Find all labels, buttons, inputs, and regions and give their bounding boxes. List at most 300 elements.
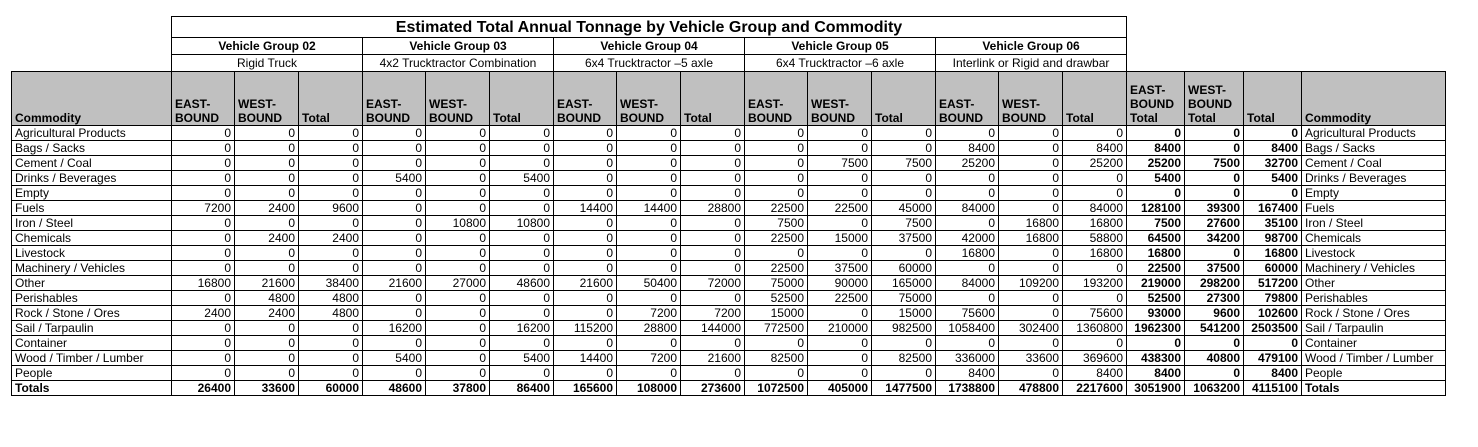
grand-total-cell: 60000 <box>1244 261 1302 276</box>
east-total-cell: 5400 <box>1127 171 1185 186</box>
west-value-cell: 28800 <box>617 321 681 336</box>
east-value-cell: 16200 <box>363 321 426 336</box>
grand-total-cell: 8400 <box>1244 141 1302 156</box>
east-value-cell: 21600 <box>363 276 426 291</box>
commodity-cell: Iron / Steel <box>12 216 172 231</box>
west-value-cell: 0 <box>426 171 490 186</box>
west-value-cell: 0 <box>999 156 1063 171</box>
total-value-cell: 1477500 <box>872 381 936 396</box>
east-value-cell: 0 <box>554 126 617 141</box>
west-value-cell: 14400 <box>617 201 681 216</box>
table-row <box>12 291 1446 306</box>
west-total-cell: 39300 <box>1185 201 1244 216</box>
west-value-cell: 33600 <box>235 381 299 396</box>
west-value-cell: 16800 <box>999 216 1063 231</box>
grand-total-cell: 8400 <box>1244 366 1302 381</box>
total-value-cell: 45000 <box>872 201 936 216</box>
total-value-cell: 5400 <box>490 351 554 366</box>
west-value-cell: 0 <box>235 261 299 276</box>
west-value-cell: 478800 <box>999 381 1063 396</box>
total-value-cell: 84000 <box>1063 201 1127 216</box>
commodity-cell: Container <box>12 336 172 351</box>
total-value-cell: 0 <box>681 126 745 141</box>
east-value-cell: 0 <box>936 291 999 306</box>
table-title: Estimated Total Annual Tonnage by Vehicle Group and Commodity <box>172 17 1127 38</box>
west-value-cell: 0 <box>426 321 490 336</box>
commodity-cell: People <box>12 366 172 381</box>
header-commodity-right: Commodity <box>1302 72 1446 126</box>
west-value-cell: 16800 <box>999 231 1063 246</box>
east-value-cell: 0 <box>363 261 426 276</box>
table-row <box>12 366 1446 381</box>
west-value-cell: 0 <box>235 366 299 381</box>
east-value-cell: 165600 <box>554 381 617 396</box>
header-total: Total <box>1063 72 1127 126</box>
east-total-cell: 128100 <box>1127 201 1185 216</box>
commodity-cell: Rock / Stone / Ores <box>12 306 172 321</box>
west-total-cell: 27600 <box>1185 216 1244 231</box>
west-value-cell: 0 <box>808 366 872 381</box>
total-value-cell: 0 <box>299 351 363 366</box>
total-value-cell: 0 <box>490 336 554 351</box>
east-value-cell: 0 <box>363 336 426 351</box>
east-value-cell: 16800 <box>172 276 235 291</box>
east-value-cell: 1738800 <box>936 381 999 396</box>
group-name-06: Vehicle Group 06 <box>936 38 1127 55</box>
table-row <box>12 231 1446 246</box>
total-value-cell: 0 <box>681 336 745 351</box>
west-value-cell: 0 <box>426 231 490 246</box>
total-value-cell: 82500 <box>872 351 936 366</box>
west-value-cell: 0 <box>999 246 1063 261</box>
group-type-02: Rigid Truck <box>172 55 363 72</box>
commodity-cell: Cement / Coal <box>12 156 172 171</box>
west-value-cell: 0 <box>617 336 681 351</box>
total-value-cell: 0 <box>1063 171 1127 186</box>
east-value-cell: 15000 <box>745 306 808 321</box>
tonnage-table <box>11 16 1446 396</box>
table-row <box>12 171 1446 186</box>
total-value-cell: 0 <box>681 186 745 201</box>
commodity-cell: Perishables <box>12 291 172 306</box>
west-value-cell: 0 <box>617 291 681 306</box>
total-value-cell: 0 <box>872 186 936 201</box>
east-value-cell: 0 <box>363 201 426 216</box>
header-west: WEST-BOUND <box>617 72 681 126</box>
east-value-cell: 0 <box>172 216 235 231</box>
total-value-cell: 369600 <box>1063 351 1127 366</box>
east-value-cell: 16800 <box>936 246 999 261</box>
east-value-cell: 0 <box>936 126 999 141</box>
east-total-cell: 7500 <box>1127 216 1185 231</box>
tonnage-sheet <box>11 16 1446 396</box>
west-value-cell: 50400 <box>617 276 681 291</box>
total-value-cell: 0 <box>872 126 936 141</box>
east-value-cell: 0 <box>554 186 617 201</box>
west-value-cell: 37800 <box>426 381 490 396</box>
table-body <box>12 17 1446 396</box>
west-total-cell: 0 <box>1185 126 1244 141</box>
total-value-cell: 0 <box>872 141 936 156</box>
west-value-cell: 0 <box>808 336 872 351</box>
east-value-cell: 0 <box>363 186 426 201</box>
west-value-cell: 15000 <box>808 231 872 246</box>
header-total: Total <box>681 72 745 126</box>
table-row <box>12 246 1446 261</box>
total-value-cell: 0 <box>1063 126 1127 141</box>
east-value-cell: 52500 <box>745 291 808 306</box>
total-value-cell: 0 <box>299 186 363 201</box>
commodity-cell-right: Cement / Coal <box>1302 156 1446 171</box>
east-value-cell: 0 <box>936 336 999 351</box>
west-value-cell: 0 <box>999 126 1063 141</box>
east-value-cell: 0 <box>745 126 808 141</box>
west-value-cell: 7500 <box>808 156 872 171</box>
header-total: Total <box>490 72 554 126</box>
total-value-cell: 16800 <box>1063 246 1127 261</box>
west-value-cell: 0 <box>235 186 299 201</box>
grand-total-cell: 2503500 <box>1244 321 1302 336</box>
column-header-row <box>12 72 1446 126</box>
total-value-cell: 8400 <box>1063 366 1127 381</box>
table-row <box>12 156 1446 171</box>
total-value-cell: 0 <box>299 216 363 231</box>
total-value-cell: 0 <box>299 336 363 351</box>
east-value-cell: 5400 <box>363 351 426 366</box>
total-value-cell: 273600 <box>681 381 745 396</box>
east-value-cell: 0 <box>745 186 808 201</box>
total-value-cell: 2217600 <box>1063 381 1127 396</box>
west-value-cell: 0 <box>426 336 490 351</box>
header-east: EAST-BOUND <box>172 72 235 126</box>
commodity-cell-right: Iron / Steel <box>1302 216 1446 231</box>
east-value-cell: 0 <box>554 156 617 171</box>
grand-total-cell: 517200 <box>1244 276 1302 291</box>
total-value-cell: 75600 <box>1063 306 1127 321</box>
west-value-cell: 0 <box>426 126 490 141</box>
east-total-cell: 64500 <box>1127 231 1185 246</box>
east-value-cell: 0 <box>363 306 426 321</box>
group-type-06: Interlink or Rigid and drawbar <box>936 55 1127 72</box>
east-value-cell: 0 <box>554 231 617 246</box>
table-row <box>12 321 1446 336</box>
west-value-cell: 4800 <box>235 291 299 306</box>
east-value-cell: 22500 <box>745 201 808 216</box>
east-value-cell: 0 <box>745 156 808 171</box>
east-value-cell: 0 <box>172 291 235 306</box>
east-value-cell: 0 <box>363 156 426 171</box>
east-total-cell: 438300 <box>1127 351 1185 366</box>
commodity-cell-right: Empty <box>1302 186 1446 201</box>
east-value-cell: 0 <box>363 216 426 231</box>
east-value-cell: 26400 <box>172 381 235 396</box>
east-value-cell: 0 <box>172 261 235 276</box>
total-value-cell: 10800 <box>490 216 554 231</box>
grand-total-cell: 98700 <box>1244 231 1302 246</box>
group-name-05: Vehicle Group 05 <box>745 38 936 55</box>
west-value-cell: 0 <box>426 156 490 171</box>
total-value-cell: 0 <box>681 246 745 261</box>
west-value-cell: 21600 <box>235 276 299 291</box>
total-value-cell: 15000 <box>872 306 936 321</box>
west-value-cell: 0 <box>999 366 1063 381</box>
total-value-cell: 0 <box>681 261 745 276</box>
total-value-cell: 0 <box>299 246 363 261</box>
east-value-cell: 0 <box>745 366 808 381</box>
header-commodity: Commodity <box>12 72 172 126</box>
totals-row <box>12 381 1446 396</box>
east-value-cell: 0 <box>554 291 617 306</box>
east-value-cell: 0 <box>172 366 235 381</box>
west-total-cell: 27300 <box>1185 291 1244 306</box>
west-value-cell: 0 <box>999 186 1063 201</box>
total-value-cell: 0 <box>681 216 745 231</box>
table-row <box>12 141 1446 156</box>
west-value-cell: 7200 <box>617 306 681 321</box>
west-value-cell: 0 <box>999 261 1063 276</box>
table-row <box>12 216 1446 231</box>
header-east-total: EAST-BOUND Total <box>1127 72 1185 126</box>
east-value-cell: 0 <box>936 261 999 276</box>
total-value-cell: 0 <box>490 156 554 171</box>
total-value-cell: 0 <box>299 141 363 156</box>
east-value-cell: 7500 <box>745 216 808 231</box>
west-value-cell: 2400 <box>235 231 299 246</box>
west-value-cell: 0 <box>235 171 299 186</box>
west-value-cell: 2400 <box>235 306 299 321</box>
total-value-cell: 1360800 <box>1063 321 1127 336</box>
east-value-cell: 0 <box>172 246 235 261</box>
total-value-cell: 37500 <box>872 231 936 246</box>
west-value-cell: 33600 <box>999 351 1063 366</box>
east-total-cell: 52500 <box>1127 291 1185 306</box>
east-value-cell: 0 <box>554 246 617 261</box>
east-value-cell: 75600 <box>936 306 999 321</box>
west-value-cell: 0 <box>617 171 681 186</box>
header-east: EAST-BOUND <box>554 72 617 126</box>
total-value-cell: 9600 <box>299 201 363 216</box>
total-value-cell: 16200 <box>490 321 554 336</box>
east-total-cell: 16800 <box>1127 246 1185 261</box>
west-value-cell: 0 <box>235 126 299 141</box>
total-value-cell: 0 <box>299 171 363 186</box>
west-value-cell: 0 <box>426 306 490 321</box>
commodity-cell: Sail / Tarpaulin <box>12 321 172 336</box>
west-total-cell: 0 <box>1185 186 1244 201</box>
total-value-cell: 0 <box>490 306 554 321</box>
total-value-cell: 165000 <box>872 276 936 291</box>
group-type-03: 4x2 Trucktractor Combination <box>363 55 554 72</box>
east-total-cell: 22500 <box>1127 261 1185 276</box>
west-value-cell: 0 <box>617 216 681 231</box>
west-value-cell: 0 <box>808 306 872 321</box>
east-value-cell: 0 <box>363 366 426 381</box>
west-value-cell: 0 <box>235 156 299 171</box>
total-value-cell: 0 <box>1063 291 1127 306</box>
total-value-cell: 72000 <box>681 276 745 291</box>
west-value-cell: 405000 <box>808 381 872 396</box>
west-total-cell: 37500 <box>1185 261 1244 276</box>
total-value-cell: 0 <box>872 246 936 261</box>
east-total-cell: 0 <box>1127 126 1185 141</box>
total-value-cell: 0 <box>681 291 745 306</box>
east-value-cell: 5400 <box>363 171 426 186</box>
west-value-cell: 0 <box>808 186 872 201</box>
west-value-cell: 27000 <box>426 276 490 291</box>
total-value-cell: 0 <box>490 141 554 156</box>
west-total-cell: 0 <box>1185 246 1244 261</box>
east-total-cell: 93000 <box>1127 306 1185 321</box>
west-total-cell: 541200 <box>1185 321 1244 336</box>
east-total-cell: 8400 <box>1127 141 1185 156</box>
west-value-cell: 0 <box>999 171 1063 186</box>
east-total-cell: 0 <box>1127 186 1185 201</box>
east-value-cell: 25200 <box>936 156 999 171</box>
east-value-cell: 0 <box>936 186 999 201</box>
west-value-cell: 0 <box>808 141 872 156</box>
west-value-cell: 0 <box>426 261 490 276</box>
total-value-cell: 8400 <box>1063 141 1127 156</box>
group-name-04: Vehicle Group 04 <box>554 38 745 55</box>
total-value-cell: 0 <box>872 336 936 351</box>
total-value-cell: 4800 <box>299 306 363 321</box>
commodity-cell-right: Fuels <box>1302 201 1446 216</box>
total-value-cell: 58800 <box>1063 231 1127 246</box>
commodity-cell: Bags / Sacks <box>12 141 172 156</box>
east-total-cell: 219000 <box>1127 276 1185 291</box>
west-value-cell: 0 <box>617 126 681 141</box>
west-value-cell: 0 <box>808 246 872 261</box>
group-name-03: Vehicle Group 03 <box>363 38 554 55</box>
header-total: Total <box>299 72 363 126</box>
west-value-cell: 0 <box>617 141 681 156</box>
east-value-cell: 0 <box>172 321 235 336</box>
east-value-cell: 0 <box>554 336 617 351</box>
west-value-cell: 0 <box>999 306 1063 321</box>
total-value-cell: 0 <box>299 126 363 141</box>
east-value-cell: 0 <box>554 261 617 276</box>
total-value-cell: 4800 <box>299 291 363 306</box>
east-total-cell: 25200 <box>1127 156 1185 171</box>
total-value-cell: 0 <box>299 366 363 381</box>
table-row <box>12 201 1446 216</box>
east-value-cell: 48600 <box>363 381 426 396</box>
west-total-cell: 34200 <box>1185 231 1244 246</box>
group-type-05: 6x4 Trucktractor –6 axle <box>745 55 936 72</box>
east-total-cell: 3051900 <box>1127 381 1185 396</box>
east-value-cell: 14400 <box>554 201 617 216</box>
grand-total-cell: 167400 <box>1244 201 1302 216</box>
table-row <box>12 306 1446 321</box>
commodity-cell-right: Container <box>1302 336 1446 351</box>
commodity-cell-right: Drinks / Beverages <box>1302 171 1446 186</box>
east-value-cell: 84000 <box>936 201 999 216</box>
total-value-cell: 60000 <box>299 381 363 396</box>
total-value-cell: 5400 <box>490 171 554 186</box>
commodity-cell-right: Sail / Tarpaulin <box>1302 321 1446 336</box>
east-value-cell: 21600 <box>554 276 617 291</box>
east-value-cell: 8400 <box>936 141 999 156</box>
total-value-cell: 0 <box>490 261 554 276</box>
west-total-cell: 298200 <box>1185 276 1244 291</box>
east-value-cell: 82500 <box>745 351 808 366</box>
commodity-cell: Other <box>12 276 172 291</box>
east-value-cell: 0 <box>363 141 426 156</box>
total-value-cell: 0 <box>681 141 745 156</box>
total-value-cell: 0 <box>872 366 936 381</box>
total-value-cell: 21600 <box>681 351 745 366</box>
east-value-cell: 0 <box>554 306 617 321</box>
total-value-cell: 144000 <box>681 321 745 336</box>
commodity-cell: Wood / Timber / Lumber <box>12 351 172 366</box>
west-value-cell: 0 <box>808 126 872 141</box>
west-value-cell: 0 <box>426 351 490 366</box>
total-value-cell: 0 <box>490 231 554 246</box>
total-value-cell: 86400 <box>490 381 554 396</box>
total-value-cell: 0 <box>299 321 363 336</box>
table-row <box>12 186 1446 201</box>
west-value-cell: 0 <box>235 141 299 156</box>
total-value-cell: 982500 <box>872 321 936 336</box>
east-value-cell: 0 <box>554 216 617 231</box>
header-grand-total: Total <box>1244 72 1302 126</box>
total-value-cell: 2400 <box>299 231 363 246</box>
total-value-cell: 0 <box>490 291 554 306</box>
total-value-cell: 0 <box>1063 261 1127 276</box>
west-value-cell: 22500 <box>808 291 872 306</box>
east-value-cell: 42000 <box>936 231 999 246</box>
commodity-cell: Fuels <box>12 201 172 216</box>
commodity-cell: Totals <box>12 381 172 396</box>
commodity-cell-right: Perishables <box>1302 291 1446 306</box>
group-name-02: Vehicle Group 02 <box>172 38 363 55</box>
west-total-cell: 0 <box>1185 336 1244 351</box>
east-value-cell: 0 <box>745 171 808 186</box>
west-value-cell: 37500 <box>808 261 872 276</box>
east-value-cell: 0 <box>172 171 235 186</box>
west-value-cell: 0 <box>235 321 299 336</box>
west-value-cell: 0 <box>235 216 299 231</box>
header-east: EAST-BOUND <box>745 72 808 126</box>
east-value-cell: 1072500 <box>745 381 808 396</box>
total-value-cell: 60000 <box>872 261 936 276</box>
total-value-cell: 0 <box>681 156 745 171</box>
header-east: EAST-BOUND <box>363 72 426 126</box>
total-value-cell: 7500 <box>872 156 936 171</box>
header-west-total: WEST-BOUND Total <box>1185 72 1244 126</box>
commodity-cell: Livestock <box>12 246 172 261</box>
table-row <box>12 261 1446 276</box>
header-west: WEST-BOUND <box>235 72 299 126</box>
west-value-cell: 0 <box>426 201 490 216</box>
commodity-cell-right: Machinery / Vehicles <box>1302 261 1446 276</box>
west-value-cell: 210000 <box>808 321 872 336</box>
east-value-cell: 2400 <box>172 306 235 321</box>
east-value-cell: 0 <box>363 246 426 261</box>
west-value-cell: 108000 <box>617 381 681 396</box>
west-value-cell: 0 <box>617 156 681 171</box>
east-value-cell: 0 <box>554 171 617 186</box>
west-value-cell: 22500 <box>808 201 872 216</box>
header-west: WEST-BOUND <box>426 72 490 126</box>
east-value-cell: 0 <box>745 336 808 351</box>
total-value-cell: 0 <box>299 261 363 276</box>
west-value-cell: 0 <box>235 336 299 351</box>
west-total-cell: 40800 <box>1185 351 1244 366</box>
east-value-cell: 0 <box>172 156 235 171</box>
header-total: Total <box>872 72 936 126</box>
west-value-cell: 0 <box>999 141 1063 156</box>
